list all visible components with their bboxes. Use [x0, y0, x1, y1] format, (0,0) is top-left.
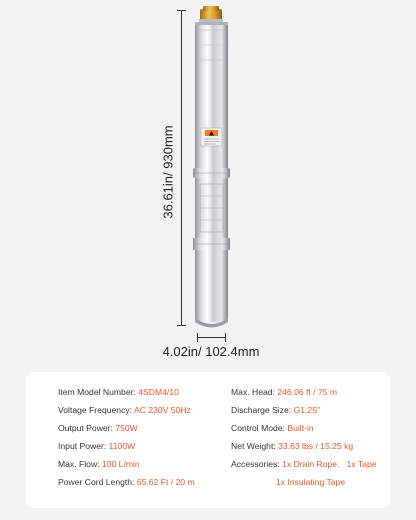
spec-row-max-flow [58, 459, 140, 469]
pump-mid-coupling [193, 168, 230, 178]
spec-card [26, 372, 390, 508]
spec-row-control-mode [231, 423, 314, 433]
spec-row-discharge-size [231, 405, 320, 415]
spec-value: AC 230V 50Hz [133, 405, 191, 415]
spec-label: Max. Flow: [58, 459, 100, 469]
width-dimension-tick-left [197, 333, 198, 342]
spec-row-cord-length [58, 477, 195, 487]
spec-row-input-power [58, 441, 135, 451]
spec-label: Control Mode: [231, 423, 285, 433]
spec-label: Output Power: [58, 423, 113, 433]
spec-value: 246.06 ft / 75 m [277, 387, 338, 397]
spec-row-max-head [231, 387, 337, 397]
width-dimension-line [197, 337, 225, 338]
spec-value: 1x Drain Rope. 1x Tape [282, 459, 377, 469]
pump-upper-body [195, 22, 228, 170]
height-dimension-line [181, 10, 182, 325]
spec-label: Discharge Size: [231, 405, 292, 415]
spec-value: 100 L/min [101, 459, 140, 469]
spec-label: Item Model Number: [58, 387, 136, 397]
spec-row-model [58, 387, 179, 397]
height-dimension-tick-top [177, 10, 186, 11]
brass-outlet-fitting [199, 6, 223, 23]
spec-value: G1.25" [293, 405, 321, 415]
spec-label: Max. Head: [231, 387, 275, 397]
spec-value: Built-in [287, 423, 314, 433]
warning-label-sticker [201, 128, 222, 146]
intake-strainer [195, 178, 228, 238]
spec-value: 33.63 lbs / 15.25 kg [278, 441, 354, 451]
motor-housing [195, 250, 228, 328]
spec-label: Net Weight: [231, 441, 276, 451]
spec-row-accessories [231, 459, 377, 469]
width-dimension-label: 4.02in/ 102.4mm [162, 344, 260, 359]
spec-row-accessories-extra [276, 477, 345, 487]
spec-label: Power Cord Length: [58, 477, 135, 487]
spec-value: 1100W [108, 441, 136, 451]
spec-value: 750W [115, 423, 138, 433]
height-dimension-label: 36.61in/ 930mm [160, 125, 176, 219]
height-dimension-tick-bottom [177, 325, 186, 326]
spec-row-output-power [58, 423, 138, 433]
spec-row-voltage [58, 405, 191, 415]
width-dimension-tick-right [225, 333, 226, 342]
spec-value: 4SDM4/10 [138, 387, 179, 397]
cable-guard [193, 238, 230, 250]
spec-value: 1x Insulating Tape [276, 477, 346, 487]
spec-label: Voltage Frequency: [58, 405, 133, 415]
spec-label: Accessories: [231, 459, 280, 469]
spec-value: 65.62 Ft / 20 m [136, 477, 195, 487]
spec-row-net-weight [231, 441, 353, 451]
spec-label: Input Power: [58, 441, 107, 451]
